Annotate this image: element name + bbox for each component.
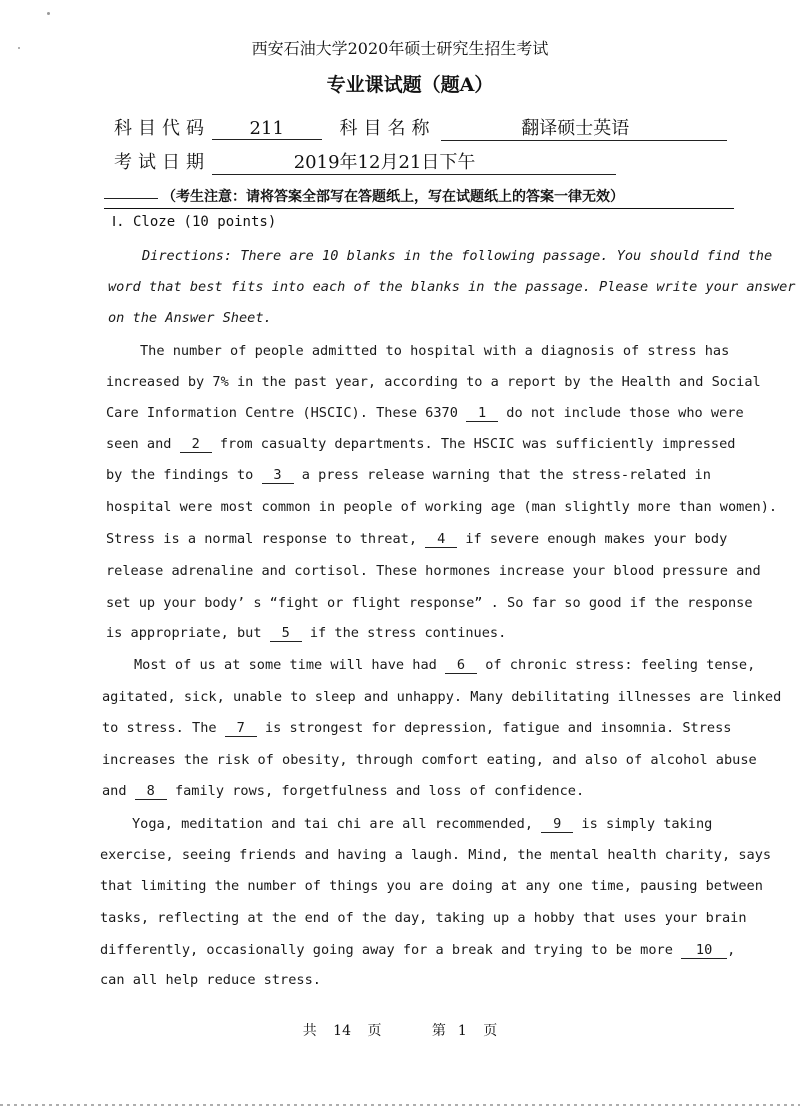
passage-line xyxy=(100,942,735,959)
passage-line: that limiting the number of things you are doing at any one time, pausing between xyxy=(100,878,763,894)
blank-5: 5 xyxy=(270,625,302,642)
passage-text: a press release warning that the stress-related in xyxy=(301,467,711,483)
passage-line: tasks, reflecting at the end of the day, taking up a hobby that uses your brain xyxy=(100,910,747,926)
exam-date-row xyxy=(114,148,616,175)
passage-line xyxy=(132,816,712,833)
passage-line: exercise, seeing friends and having a laugh. Mind, the mental health charity, says xyxy=(100,847,772,863)
passage-text: do not include those who were xyxy=(506,405,744,421)
passage-text: is simply taking xyxy=(581,816,713,832)
passage-line xyxy=(134,657,755,674)
passage-text: and xyxy=(102,783,127,799)
passage-text: by the findings to xyxy=(106,467,254,483)
passage-text: , xyxy=(727,942,736,958)
passage-text: of chronic stress: feeling tense, xyxy=(485,657,756,673)
subject-name-label: 科目名称 xyxy=(339,118,436,139)
passage-line: increases the risk of obesity, through comfort eating, and also of alcohol abuse xyxy=(102,752,757,768)
passage-line xyxy=(106,625,506,642)
passage-text: is appropriate, but xyxy=(106,625,262,641)
passage-line xyxy=(106,531,727,548)
blank-10: 10 xyxy=(681,942,727,959)
passage-text: Care Information Centre (HSCIC). These 6370 xyxy=(106,405,458,421)
blank-8: 8 xyxy=(135,783,167,800)
passage-line: hospital were most common in people of working age (man slightly more than women). xyxy=(106,499,778,515)
passage-line xyxy=(102,720,731,737)
notice-underline xyxy=(104,198,158,199)
subject-name-value: 翻译硕士英语 xyxy=(441,114,727,141)
blank-7: 7 xyxy=(225,720,257,737)
passage-line: increased by 7% in the past year, according to a report by the Health and Social xyxy=(106,374,761,390)
passage-line: The number of people admitted to hospital with a diagnosis of stress has xyxy=(140,343,730,359)
blank-4: 4 xyxy=(425,531,457,548)
passage-line xyxy=(106,405,744,422)
passage-text: differently, occasionally going away for a break and trying to be more xyxy=(100,942,673,958)
footer-current: 第 1 页 xyxy=(431,1023,498,1039)
passage-line: can all help reduce stress. xyxy=(100,972,321,988)
subject-info-row xyxy=(114,114,727,141)
passage-line xyxy=(102,783,584,800)
passage-text: is strongest for depression, fatigue and insomnia. Stress xyxy=(264,720,732,736)
subject-code-label: 科目代码 xyxy=(114,118,210,139)
directions-line: Directions: There are 10 blanks in the following passage. You should find the xyxy=(142,248,773,264)
blank-9: 9 xyxy=(541,816,573,833)
passage-text: from casualty departments. The HSCIC was sufficiently impressed xyxy=(219,436,736,452)
notice-text: （考生注意：请将答案全部写在答题纸上，写在试题纸上的答案一律无效） xyxy=(162,189,624,205)
scan-artifact-line xyxy=(0,1104,800,1106)
passage-line: set up your body’ s “fight or flight response” . So far so good if the response xyxy=(106,595,753,611)
blank-6: 6 xyxy=(445,657,477,674)
blank-2: 2 xyxy=(180,436,212,453)
passage-text: Stress is a normal response to threat, xyxy=(106,531,417,547)
footer-total: 共 14 页 xyxy=(302,1023,382,1039)
passage-text: seen and xyxy=(106,436,172,452)
passage-line: release adrenaline and cortisol. These hormones increase your blood pressure and xyxy=(106,563,761,579)
subject-code-value: 211 xyxy=(212,118,322,140)
university-header: 西安石油大学2020年硕士研究生招生考试 xyxy=(251,39,549,58)
passage-line xyxy=(106,467,711,484)
scan-speck xyxy=(47,12,50,15)
exam-date-label: 考试日期 xyxy=(114,152,210,173)
blank-3: 3 xyxy=(262,467,294,484)
page-footer xyxy=(0,1020,800,1040)
passage-text: if severe enough makes your body xyxy=(465,531,728,547)
directions-line: on the Answer Sheet. xyxy=(108,310,272,326)
passage-text: family rows, forgetfulness and loss of confidence. xyxy=(174,783,585,799)
exam-notice xyxy=(104,186,734,209)
blank-1: 1 xyxy=(466,405,498,422)
passage-text: Most of us at some time will have had xyxy=(134,657,437,673)
passage-line xyxy=(106,436,735,453)
section-title: Ⅰ. Cloze (10 points) xyxy=(112,214,277,230)
passage-text: if the stress continues. xyxy=(309,625,507,641)
exam-date-value: 2019年12月21日下午 xyxy=(212,148,616,175)
paper-title: 专业课试题（题A） xyxy=(326,74,494,96)
directions-line: word that best fits into each of the blanks in the passage. Please write your answer xyxy=(108,279,796,295)
passage-line: agitated, sick, unable to sleep and unhappy. Many debilitating illnesses are linked xyxy=(102,689,782,705)
passage-text: Yoga, meditation and tai chi are all recommended, xyxy=(132,816,534,832)
passage-text: to stress. The xyxy=(102,720,217,736)
